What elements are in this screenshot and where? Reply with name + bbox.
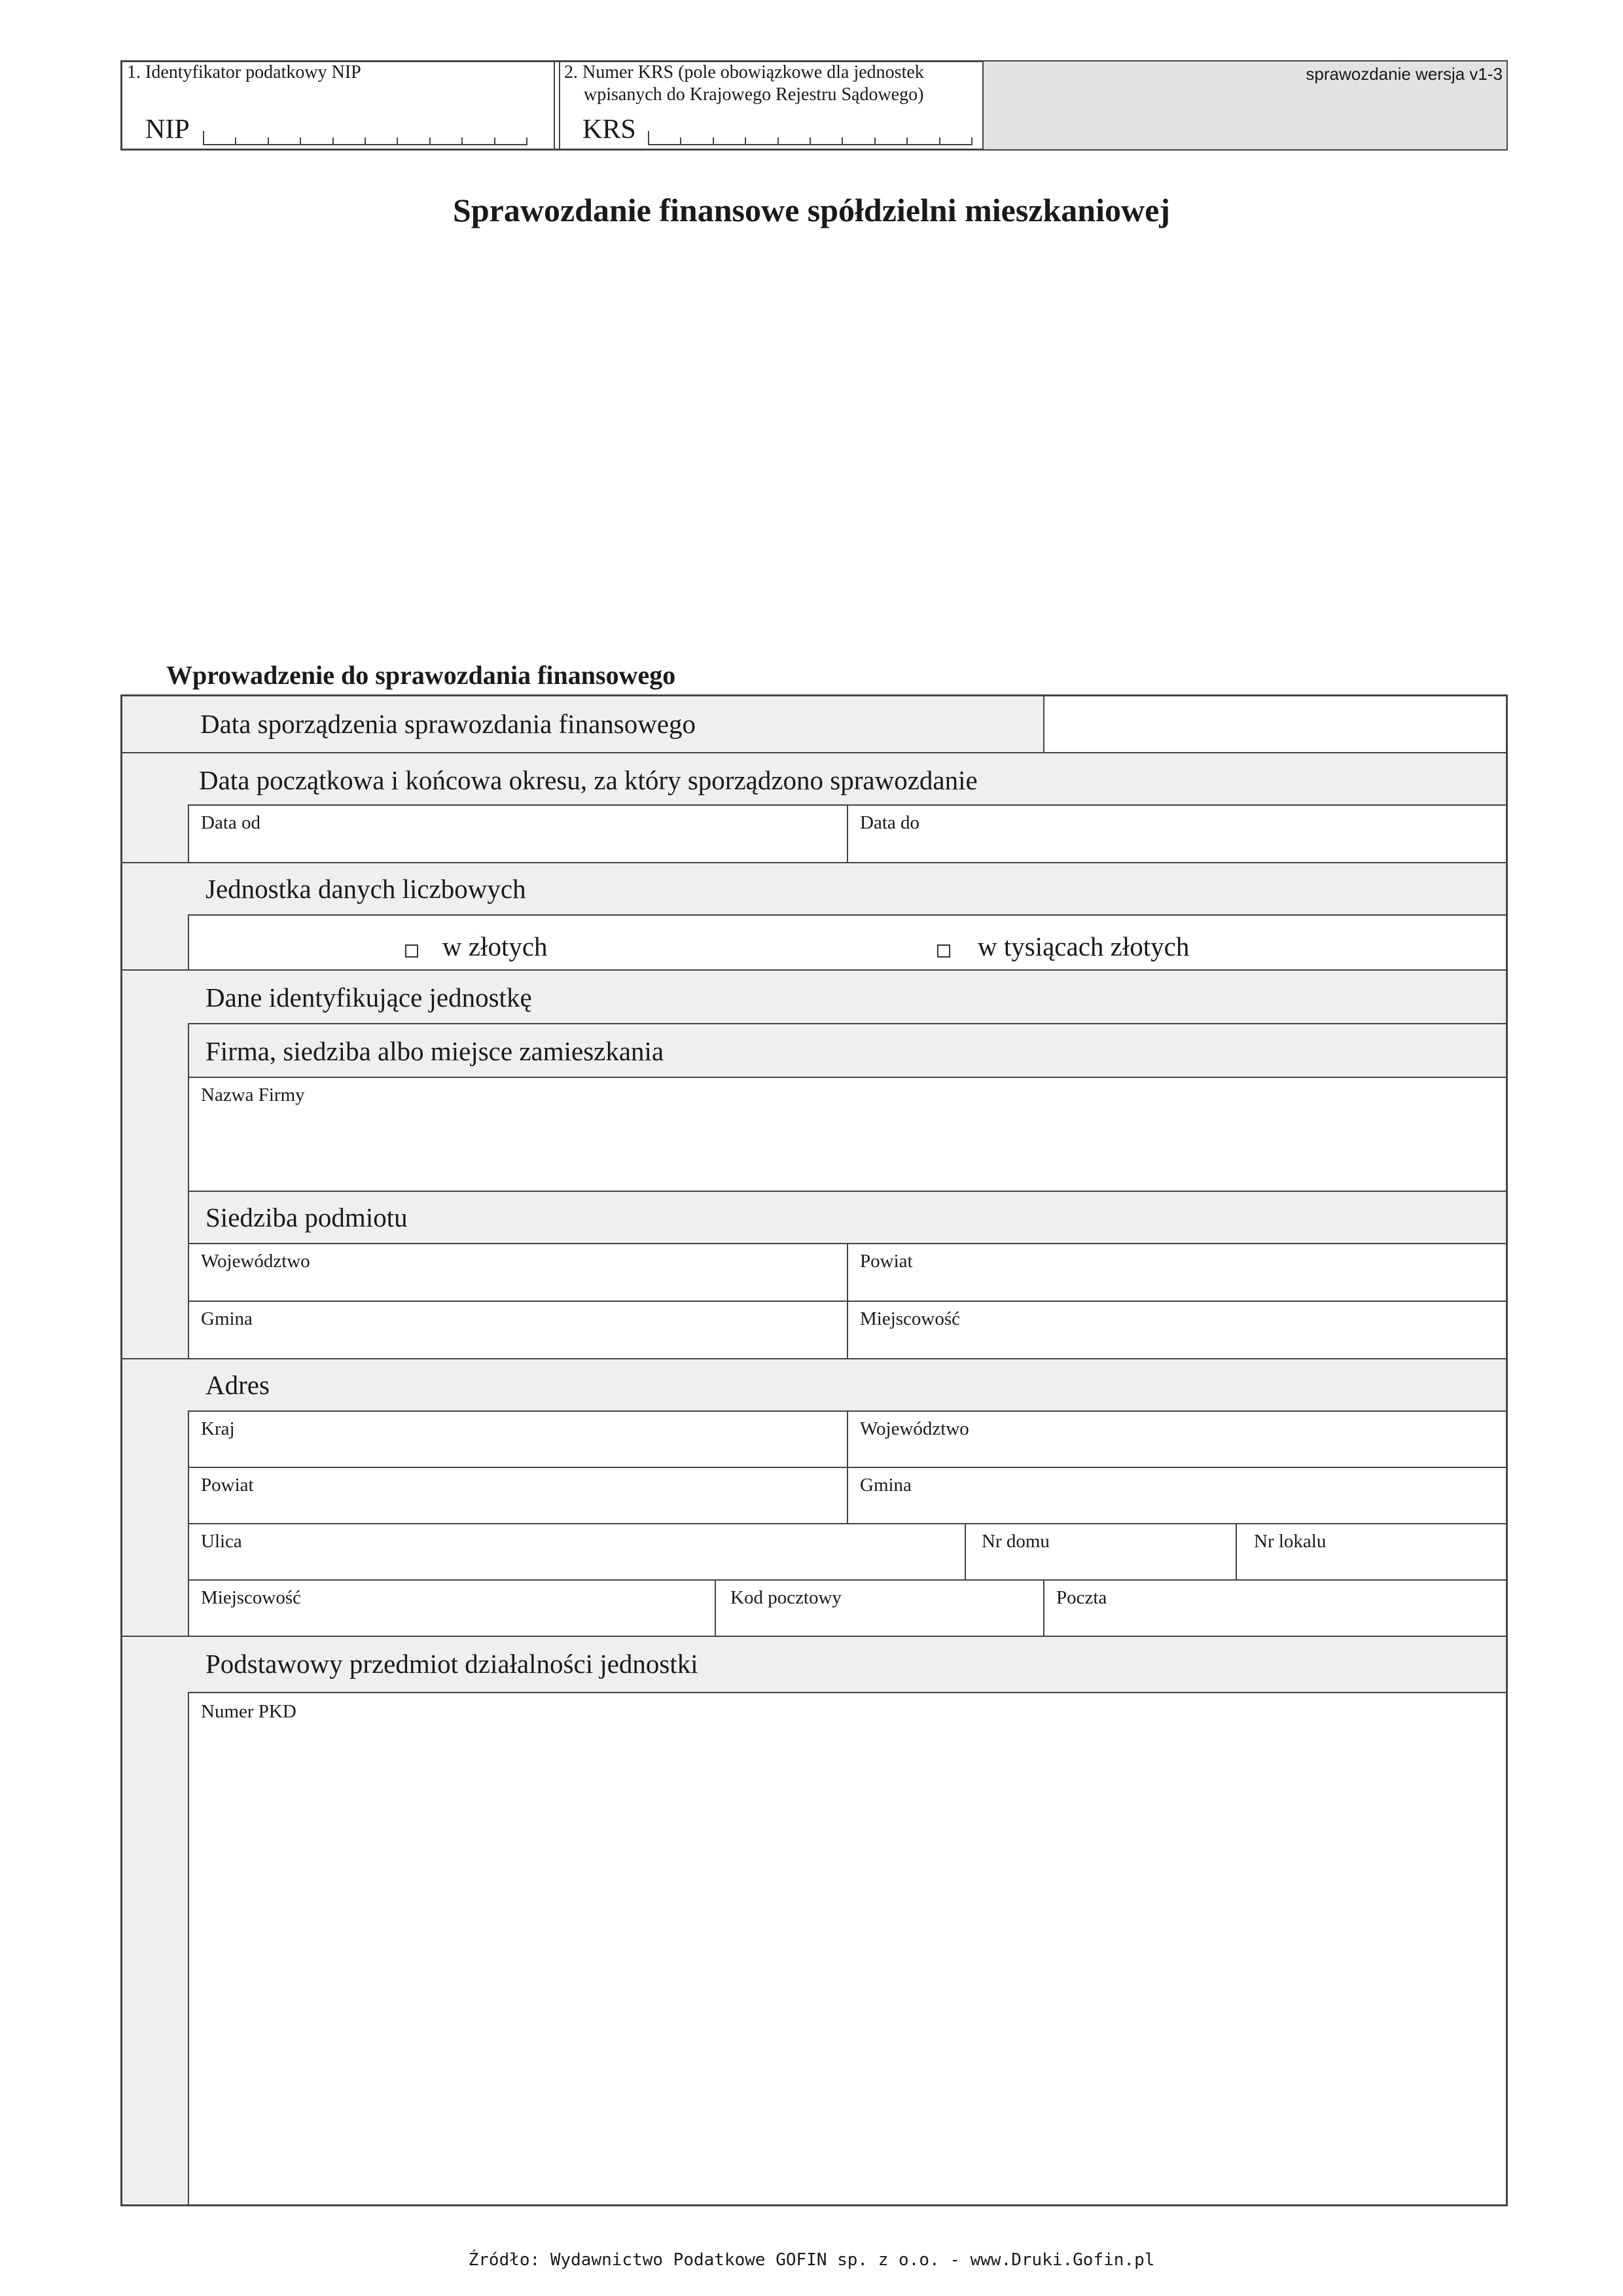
checkbox-thousands[interactable] [937,944,950,958]
address-house-no-field[interactable]: Nr domu [982,1531,1050,1552]
nip-prefix: NIP [145,115,190,145]
address-street-field[interactable]: Ulica [201,1531,242,1552]
form-line [188,1077,1508,1078]
date-to-field[interactable]: Data do [860,812,919,833]
address-country-field[interactable]: Kraj [201,1418,235,1439]
address-flat-no-field[interactable]: Nr lokalu [1254,1531,1327,1552]
form-line [188,1191,1508,1192]
pkd-field[interactable]: Numer PKD [201,1701,296,1722]
krs-field-label: 2. Numer KRS (pole obowiązkowe dla jednostek [564,62,924,82]
source-footer: Źródło: Wydawnictwo Podatkowe GOFIN sp. z o.o. - www.Druki.Gofin.pl [468,2250,1155,2270]
form-line [188,1579,1508,1581]
krs-input[interactable] [648,131,972,145]
form-line [1236,1523,1237,1579]
address-postal-code-field[interactable]: Kod pocztowy [730,1587,842,1608]
checkbox-pln[interactable] [405,944,418,958]
seat-label: Siedziba podmiotu [205,1202,408,1232]
header-divider [554,60,555,151]
form-line [120,752,1508,753]
address-commune-field[interactable]: Gmina [860,1475,912,1496]
form-line [120,1636,1508,1637]
activity-label: Podstawowy przedmiot działalności jednostki [205,1649,698,1679]
form-line [965,1523,966,1579]
form-line [1043,1579,1044,1636]
form-line [715,1579,716,1636]
prep-date-label: Data sporządzenia sprawozdania finansowego [200,709,696,739]
nip-field-label: 1. Identyfikator podatkowy NIP [127,62,361,82]
nip-input[interactable] [203,131,527,145]
firm-label: Firma, siedziba albo miejsce zamieszkania [205,1036,664,1066]
version-label: sprawozdanie wersja v1-3 [1306,64,1503,84]
address-county-field[interactable]: Powiat [201,1475,254,1496]
seat-voivodeship-field[interactable]: Województwo [201,1251,310,1272]
option-pln-label: w złotych [442,931,548,961]
form-line [188,1023,189,1358]
form-line [847,1243,848,1358]
form-line [188,1410,189,1636]
form-line [847,1410,848,1523]
seat-locality-field[interactable]: Miejscowość [860,1308,961,1329]
form-line [188,914,1508,916]
units-label: Jednostka danych liczbowych [205,874,526,904]
form-line [188,804,189,862]
address-voivodeship-field[interactable]: Województwo [860,1418,969,1439]
form-line [188,1023,1508,1024]
seat-county-field[interactable]: Powiat [860,1251,913,1272]
date-from-field[interactable]: Data od [201,812,260,833]
seat-commune-field[interactable]: Gmina [201,1308,253,1329]
document-title: Sprawozdanie finansowe spółdzielni mieszkaniowej [453,192,1170,228]
form-line [1043,694,1044,752]
header-divider [559,60,560,151]
form-line [188,914,189,969]
option-thousands-label: w tysiącach złotych [978,931,1190,961]
address-post-office-field[interactable]: Poczta [1056,1587,1107,1608]
form-line [188,1692,1508,1693]
form-line [188,1523,1508,1524]
form-line [188,1692,189,2206]
company-name-field[interactable]: Nazwa Firmy [201,1085,305,1105]
form-line [120,969,1508,971]
intro-heading: Wprowadzenie do sprawozdania finansowego [166,660,676,690]
form-line [847,804,848,862]
krs-field-label-cont: wpisanych do Krajowego Rejestru Sądowego) [584,84,924,105]
entity-label: Dane identyfikujące jednostkę [205,982,532,1013]
krs-prefix: KRS [582,115,636,145]
address-locality-field[interactable]: Miejscowość [201,1587,302,1608]
period-label: Data początkowa i końcowa okresu, za który sporządzono sprawozdanie [199,765,978,795]
address-label: Adres [205,1370,270,1400]
form-line [120,1358,1508,1359]
prep-date-input[interactable] [1046,698,1505,750]
form-line [120,862,1508,863]
